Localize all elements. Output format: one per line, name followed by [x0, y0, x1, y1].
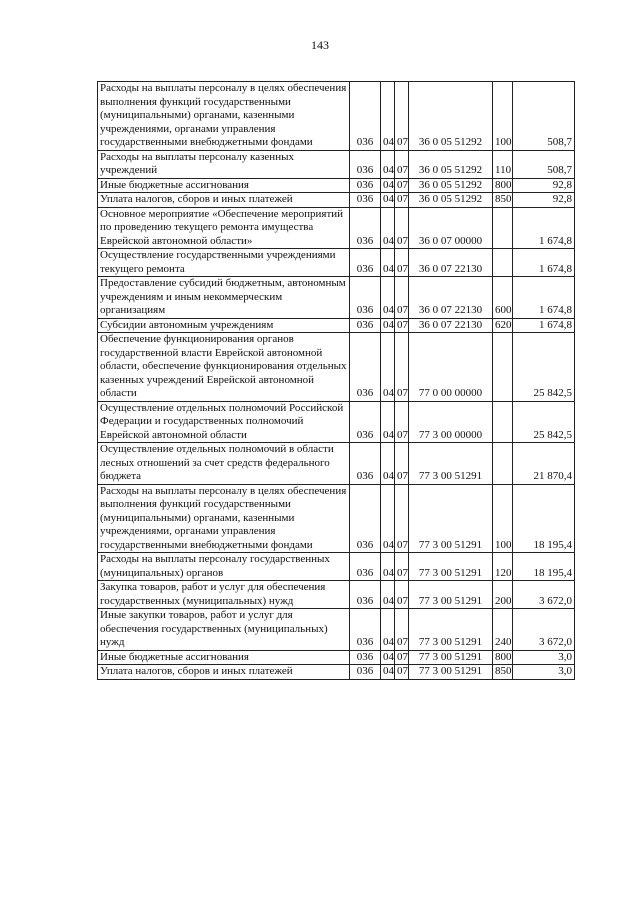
- row-subsection-code: 07: [395, 484, 409, 553]
- row-name: Обеспечение функционирования органов государственной власти Еврейской автономной области, обеспечение функционирования отдельных казенных учреждений Еврейской автономной области: [98, 333, 350, 402]
- row-amount: 3,0: [513, 665, 575, 680]
- row-target-article: 77 3 00 51291: [409, 553, 493, 581]
- row-target-article: 77 3 00 51291: [409, 484, 493, 553]
- row-expense-type: 100: [493, 484, 513, 553]
- row-amount: 1 674,8: [513, 277, 575, 319]
- row-amount: 3 672,0: [513, 581, 575, 609]
- row-expense-type: 850: [493, 193, 513, 208]
- budget-table: [97, 81, 575, 680]
- table-row: [98, 443, 575, 485]
- row-target-article: 36 0 07 22130: [409, 318, 493, 333]
- table-row: [98, 333, 575, 402]
- row-target-article: 77 3 00 51291: [409, 650, 493, 665]
- row-name: Закупка товаров, работ и услуг для обеспечения государственных (муниципальных) нужд: [98, 581, 350, 609]
- row-section-code: 04: [381, 484, 395, 553]
- table-row: [98, 609, 575, 651]
- row-ved-code: 036: [350, 318, 381, 333]
- row-ved-code: 036: [350, 249, 381, 277]
- row-target-article: 36 0 05 51292: [409, 82, 493, 151]
- row-expense-type: [493, 333, 513, 402]
- row-expense-type: [493, 401, 513, 443]
- row-expense-type: 850: [493, 665, 513, 680]
- table-row: [98, 401, 575, 443]
- row-amount: 21 870,4: [513, 443, 575, 485]
- row-expense-type: 110: [493, 150, 513, 178]
- row-name: Расходы на выплаты персоналу казенных учреждений: [98, 150, 350, 178]
- row-subsection-code: 07: [395, 193, 409, 208]
- row-target-article: 77 0 00 00000: [409, 333, 493, 402]
- row-section-code: 04: [381, 665, 395, 680]
- table-row: [98, 207, 575, 249]
- row-name: Субсидии автономным учреждениям: [98, 318, 350, 333]
- row-section-code: 04: [381, 443, 395, 485]
- row-ved-code: 036: [350, 665, 381, 680]
- row-target-article: 36 0 07 22130: [409, 249, 493, 277]
- row-ved-code: 036: [350, 277, 381, 319]
- row-expense-type: 240: [493, 609, 513, 651]
- row-name: Иные закупки товаров, работ и услуг для обеспечения государственных (муниципальных) нужд: [98, 609, 350, 651]
- row-section-code: 04: [381, 178, 395, 193]
- row-section-code: 04: [381, 553, 395, 581]
- row-ved-code: 036: [350, 581, 381, 609]
- row-subsection-code: 07: [395, 333, 409, 402]
- row-subsection-code: 07: [395, 207, 409, 249]
- row-target-article: 36 0 07 00000: [409, 207, 493, 249]
- table-row: [98, 249, 575, 277]
- row-expense-type: 800: [493, 650, 513, 665]
- row-ved-code: 036: [350, 333, 381, 402]
- table-row: [98, 553, 575, 581]
- row-ved-code: 036: [350, 150, 381, 178]
- row-target-article: 36 0 05 51292: [409, 178, 493, 193]
- row-amount: 18 195,4: [513, 484, 575, 553]
- row-subsection-code: 07: [395, 665, 409, 680]
- row-target-article: 77 3 00 51291: [409, 665, 493, 680]
- row-subsection-code: 07: [395, 277, 409, 319]
- table-row: [98, 650, 575, 665]
- row-section-code: 04: [381, 581, 395, 609]
- row-ved-code: 036: [350, 609, 381, 651]
- row-subsection-code: 07: [395, 650, 409, 665]
- row-name: Расходы на выплаты персоналу в целях обеспечения выполнения функций государственными (муниципальными) органами, казенными учреждениями, органами управления государственными внебюджетными фондами: [98, 82, 350, 151]
- row-target-article: 77 3 00 51291: [409, 581, 493, 609]
- row-section-code: 04: [381, 249, 395, 277]
- row-amount: 92,8: [513, 193, 575, 208]
- row-name: Иные бюджетные ассигнования: [98, 178, 350, 193]
- row-name: Уплата налогов, сборов и иных платежей: [98, 193, 350, 208]
- table-row: [98, 484, 575, 553]
- row-name: Осуществление отдельных полномочий в области лесных отношений за счет средств федерального бюджета: [98, 443, 350, 485]
- row-subsection-code: 07: [395, 609, 409, 651]
- row-expense-type: 100: [493, 82, 513, 151]
- row-subsection-code: 07: [395, 249, 409, 277]
- row-expense-type: 200: [493, 581, 513, 609]
- row-expense-type: [493, 207, 513, 249]
- row-section-code: 04: [381, 318, 395, 333]
- row-target-article: 77 3 00 51291: [409, 443, 493, 485]
- row-name: Основное мероприятие «Обеспечение мероприятий по проведению текущего ремонта имущества Еврейской автономной области»: [98, 207, 350, 249]
- row-amount: 3,0: [513, 650, 575, 665]
- row-expense-type: 600: [493, 277, 513, 319]
- row-amount: 3 672,0: [513, 609, 575, 651]
- table-row: [98, 318, 575, 333]
- row-name: Расходы на выплаты персоналу в целях обеспечения выполнения функций государственными (муниципальными) органами, казенными учреждениями, органами управления государственными внебюджетными фондами: [98, 484, 350, 553]
- row-ved-code: 036: [350, 82, 381, 151]
- row-expense-type: [493, 249, 513, 277]
- row-ved-code: 036: [350, 193, 381, 208]
- table-row: [98, 82, 575, 151]
- row-amount: 1 674,8: [513, 249, 575, 277]
- row-expense-type: 120: [493, 553, 513, 581]
- row-subsection-code: 07: [395, 318, 409, 333]
- row-section-code: 04: [381, 193, 395, 208]
- row-expense-type: 620: [493, 318, 513, 333]
- row-target-article: 77 3 00 51291: [409, 609, 493, 651]
- row-ved-code: 036: [350, 207, 381, 249]
- row-subsection-code: 07: [395, 401, 409, 443]
- row-name: Осуществление государственными учреждениями текущего ремонта: [98, 249, 350, 277]
- row-name: Иные бюджетные ассигнования: [98, 650, 350, 665]
- row-target-article: 36 0 05 51292: [409, 193, 493, 208]
- row-ved-code: 036: [350, 443, 381, 485]
- row-amount: 508,7: [513, 150, 575, 178]
- row-subsection-code: 07: [395, 553, 409, 581]
- row-subsection-code: 07: [395, 82, 409, 151]
- row-subsection-code: 07: [395, 581, 409, 609]
- row-target-article: 77 3 00 00000: [409, 401, 493, 443]
- row-subsection-code: 07: [395, 178, 409, 193]
- row-section-code: 04: [381, 609, 395, 651]
- table-row: [98, 277, 575, 319]
- row-expense-type: 800: [493, 178, 513, 193]
- row-section-code: 04: [381, 401, 395, 443]
- row-amount: 1 674,8: [513, 207, 575, 249]
- row-amount: 92,8: [513, 178, 575, 193]
- row-section-code: 04: [381, 277, 395, 319]
- row-target-article: 36 0 05 51292: [409, 150, 493, 178]
- table-row: [98, 581, 575, 609]
- row-amount: 18 195,4: [513, 553, 575, 581]
- row-section-code: 04: [381, 82, 395, 151]
- table-row: [98, 150, 575, 178]
- table-row: [98, 178, 575, 193]
- row-amount: 508,7: [513, 82, 575, 151]
- row-name: Расходы на выплаты персоналу государственных (муниципальных) органов: [98, 553, 350, 581]
- row-ved-code: 036: [350, 178, 381, 193]
- row-ved-code: 036: [350, 484, 381, 553]
- row-name: Уплата налогов, сборов и иных платежей: [98, 665, 350, 680]
- row-subsection-code: 07: [395, 443, 409, 485]
- row-section-code: 04: [381, 150, 395, 178]
- row-target-article: 36 0 07 22130: [409, 277, 493, 319]
- table-row: [98, 665, 575, 680]
- row-expense-type: [493, 443, 513, 485]
- row-ved-code: 036: [350, 553, 381, 581]
- table-row: [98, 193, 575, 208]
- row-ved-code: 036: [350, 401, 381, 443]
- row-amount: 25 842,5: [513, 333, 575, 402]
- row-section-code: 04: [381, 207, 395, 249]
- row-name: Предоставление субсидий бюджетным, автономным учреждениям и иным некоммерческим организациям: [98, 277, 350, 319]
- row-subsection-code: 07: [395, 150, 409, 178]
- row-amount: 25 842,5: [513, 401, 575, 443]
- row-ved-code: 036: [350, 650, 381, 665]
- row-section-code: 04: [381, 333, 395, 402]
- row-amount: 1 674,8: [513, 318, 575, 333]
- page-number: 143: [311, 38, 329, 52]
- row-section-code: 04: [381, 650, 395, 665]
- row-name: Осуществление отдельных полномочий Российской Федерации и государственных полномочий Еврейской автономной области: [98, 401, 350, 443]
